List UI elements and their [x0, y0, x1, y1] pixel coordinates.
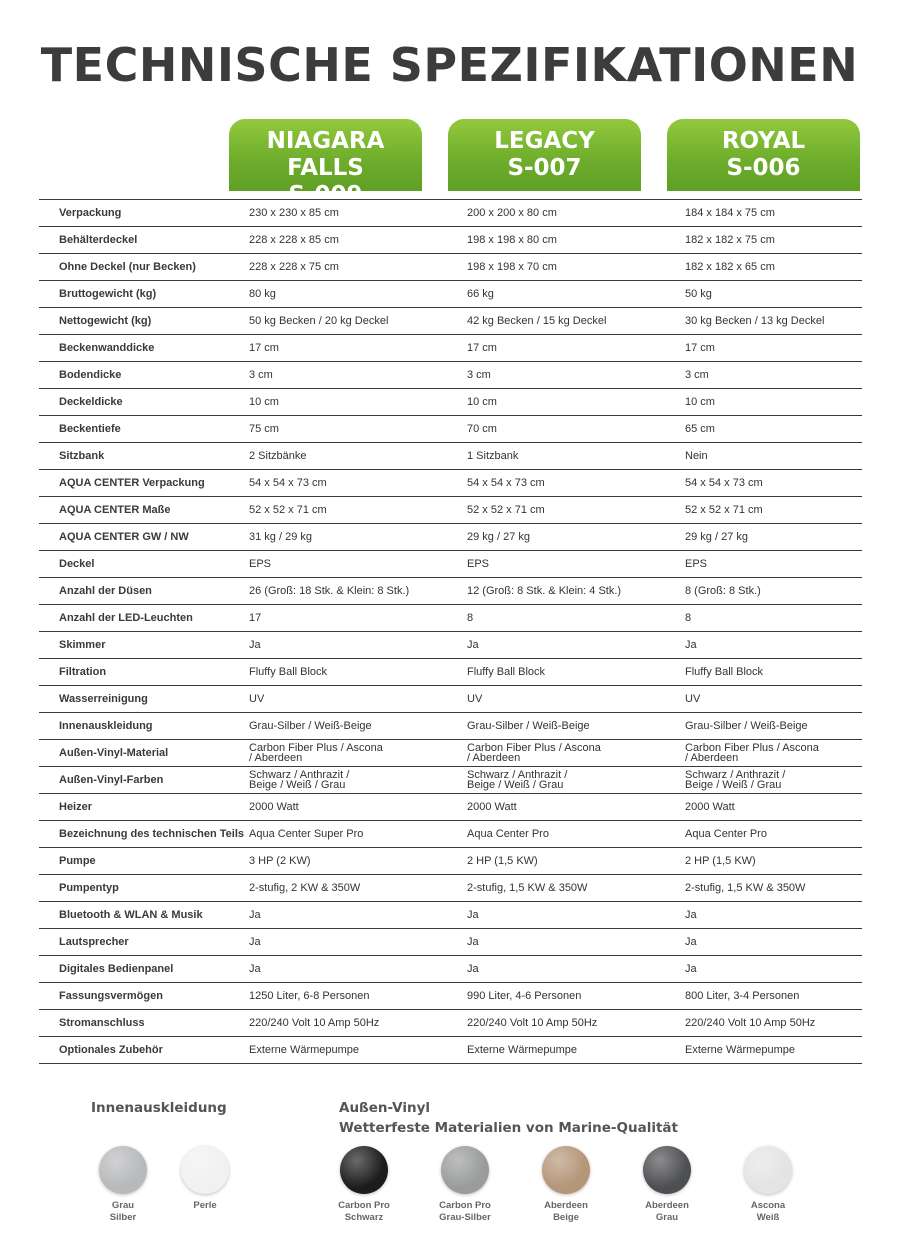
spec-value [467, 740, 685, 767]
swatch-label-line: Ascona [750, 1200, 786, 1211]
spec-value-line: Carbon Fiber Plus / Ascona [467, 741, 601, 754]
page-title: TECHNISCHE SPEZIFIKATIONEN [40, 38, 859, 92]
spec-value: Ja [685, 632, 862, 659]
spec-value: 75 cm [249, 416, 467, 443]
spec-label: Bruttogewicht (kg) [39, 281, 249, 308]
spec-value: Fluffy Ball Block [249, 659, 467, 686]
spec-value: 80 kg [249, 281, 467, 308]
table-row [39, 524, 862, 551]
table-row [39, 740, 862, 767]
model-header-legacy [448, 119, 641, 191]
spec-value: 228 x 228 x 75 cm [249, 254, 467, 281]
interior-swatch [181, 1146, 229, 1194]
spec-value: Ja [467, 956, 685, 983]
spec-label: Heizer [39, 794, 249, 821]
spec-value: 17 cm [249, 335, 467, 362]
spec-label: Innenauskleidung [39, 713, 249, 740]
spec-value: 70 cm [467, 416, 685, 443]
swatch-label-line: Weiß [756, 1212, 780, 1223]
spec-value: 990 Liter, 4-6 Personen [467, 983, 685, 1010]
spec-value: 2000 Watt [685, 794, 862, 821]
spec-value: 54 x 54 x 73 cm [249, 470, 467, 497]
table-row [39, 551, 862, 578]
exterior-swatch-label [314, 1200, 414, 1224]
spec-value: Ja [685, 929, 862, 956]
spec-value: 230 x 230 x 85 cm [249, 200, 467, 227]
table-row [39, 470, 862, 497]
exterior-section-title: Außen-Vinyl [339, 1100, 431, 1116]
spec-value: 54 x 54 x 73 cm [685, 470, 862, 497]
spec-value: Fluffy Ball Block [467, 659, 685, 686]
spec-value-line: Beige / Weiß / Grau [249, 779, 346, 791]
exterior-swatch [643, 1146, 691, 1194]
spec-value: 182 x 182 x 75 cm [685, 227, 862, 254]
spec-value: Fluffy Ball Block [685, 659, 862, 686]
table-row [39, 605, 862, 632]
spec-value: Ja [467, 929, 685, 956]
table-row [39, 983, 862, 1010]
spec-label: AQUA CENTER Verpackung [39, 470, 249, 497]
model-name: LEGACY [494, 128, 595, 154]
table-row [39, 902, 862, 929]
model-code: S-009 [288, 182, 363, 208]
spec-value: 30 kg Becken / 13 kg Deckel [685, 308, 862, 335]
spec-value: 52 x 52 x 71 cm [249, 497, 467, 524]
swatch-label-line: Schwarz [344, 1212, 384, 1223]
table-row [39, 389, 862, 416]
spec-value [685, 740, 862, 767]
exterior-swatch-label [718, 1200, 818, 1224]
spec-value: 8 [685, 605, 862, 632]
spec-value: 17 cm [685, 335, 862, 362]
spec-value: 17 cm [467, 335, 685, 362]
spec-value [467, 767, 685, 794]
spec-value-line: / Aberdeen [685, 752, 739, 764]
spec-value: 2000 Watt [249, 794, 467, 821]
exterior-swatch [542, 1146, 590, 1194]
swatch-label-line: Carbon Pro [439, 1200, 491, 1211]
table-row [39, 848, 862, 875]
spec-value [685, 767, 862, 794]
spec-value: 228 x 228 x 85 cm [249, 227, 467, 254]
spec-value: 220/240 Volt 10 Amp 50Hz [249, 1010, 467, 1037]
spec-value: 1250 Liter, 6-8 Personen [249, 983, 467, 1010]
spec-label: Bezeichnung des technischen Teils [39, 821, 249, 848]
spec-value-line: / Aberdeen [249, 752, 303, 764]
table-row [39, 497, 862, 524]
spec-value: Ja [467, 902, 685, 929]
spec-label: Anzahl der Düsen [39, 578, 249, 605]
spec-value: 54 x 54 x 73 cm [467, 470, 685, 497]
table-row [39, 686, 862, 713]
spec-value: 31 kg / 29 kg [249, 524, 467, 551]
spec-value: 10 cm [249, 389, 467, 416]
spec-value: 182 x 182 x 65 cm [685, 254, 862, 281]
spec-value: 184 x 184 x 75 cm [685, 200, 862, 227]
spec-value-line: Carbon Fiber Plus / Ascona [685, 741, 819, 754]
table-row [39, 416, 862, 443]
exterior-swatch [744, 1146, 792, 1194]
exterior-swatch-label [617, 1200, 717, 1224]
spec-value: 3 cm [685, 362, 862, 389]
spec-label: Wasserreinigung [39, 686, 249, 713]
swatch-label-line: Silber [109, 1212, 137, 1223]
spec-label: Außen-Vinyl-Farben [39, 767, 249, 794]
spec-label: Skimmer [39, 632, 249, 659]
spec-label: AQUA CENTER Maße [39, 497, 249, 524]
spec-value: 42 kg Becken / 15 kg Deckel [467, 308, 685, 335]
spec-label: Pumpentyp [39, 875, 249, 902]
spec-value: UV [467, 686, 685, 713]
spec-value: 17 [249, 605, 467, 632]
spec-value: 1 Sitzbank [467, 443, 685, 470]
spec-label: Optionales Zubehör [39, 1037, 249, 1064]
spec-value: Grau-Silber / Weiß-Beige [467, 713, 685, 740]
spec-value: Ja [685, 956, 862, 983]
model-code: S-006 [726, 155, 801, 181]
spec-label: Sitzbank [39, 443, 249, 470]
spec-value: Ja [249, 956, 467, 983]
table-row [39, 443, 862, 470]
spec-value: Ja [467, 632, 685, 659]
spec-value: Ja [685, 902, 862, 929]
model-name: NIAGARA FALLS [266, 128, 385, 181]
table-row [39, 821, 862, 848]
exterior-swatch [441, 1146, 489, 1194]
spec-value: Ja [249, 902, 467, 929]
table-row [39, 929, 862, 956]
spec-value: 66 kg [467, 281, 685, 308]
swatch-label-line: Beige [553, 1212, 579, 1223]
spec-value-line: Carbon Fiber Plus / Ascona [249, 741, 383, 754]
table-row [39, 362, 862, 389]
model-headers [229, 119, 862, 208]
exterior-swatch-label [516, 1200, 616, 1224]
spec-value: 220/240 Volt 10 Amp 50Hz [685, 1010, 862, 1037]
table-row [39, 200, 862, 227]
table-row [39, 713, 862, 740]
table-row [39, 956, 862, 983]
spec-label: Ohne Deckel (nur Becken) [39, 254, 249, 281]
spec-label: Beckentiefe [39, 416, 249, 443]
spec-label: Deckel [39, 551, 249, 578]
spec-label: Anzahl der LED-Leuchten [39, 605, 249, 632]
table-row [39, 227, 862, 254]
spec-label: Fassungsvermögen [39, 983, 249, 1010]
spec-value [249, 767, 467, 794]
spec-label: Pumpe [39, 848, 249, 875]
spec-label: Stromanschluss [39, 1010, 249, 1037]
spec-value: 200 x 200 x 80 cm [467, 200, 685, 227]
spec-value-line: Schwarz / Anthrazit / [685, 768, 786, 781]
table-row [39, 659, 862, 686]
spec-label: Lautsprecher [39, 929, 249, 956]
table-row [39, 1010, 862, 1037]
spec-value: 8 [467, 605, 685, 632]
spec-value: 2-stufig, 1,5 KW & 350W [685, 875, 862, 902]
spec-value: Grau-Silber / Weiß-Beige [685, 713, 862, 740]
spec-label: Deckeldicke [39, 389, 249, 416]
spec-value: Aqua Center Pro [685, 821, 862, 848]
spec-value: 2 HP (1,5 KW) [467, 848, 685, 875]
spec-value: EPS [685, 551, 862, 578]
spec-value: 800 Liter, 3-4 Personen [685, 983, 862, 1010]
swatch-label-line: Grau [655, 1212, 679, 1223]
spec-value: Nein [685, 443, 862, 470]
spec-value: 29 kg / 27 kg [467, 524, 685, 551]
spec-value-line: / Aberdeen [467, 752, 521, 764]
spec-label: AQUA CENTER GW / NW [39, 524, 249, 551]
spec-value: 65 cm [685, 416, 862, 443]
interior-swatch [99, 1146, 147, 1194]
table-row [39, 281, 862, 308]
spec-value: Ja [249, 929, 467, 956]
spec-value [249, 740, 467, 767]
spec-value: EPS [249, 551, 467, 578]
exterior-swatch-label [415, 1200, 515, 1224]
spec-value-line: Beige / Weiß / Grau [685, 779, 782, 791]
spec-value-line: Schwarz / Anthrazit / [249, 768, 350, 781]
spec-value: 198 x 198 x 80 cm [467, 227, 685, 254]
interior-swatch-label [155, 1200, 255, 1212]
spec-label: Nettogewicht (kg) [39, 308, 249, 335]
spec-table [39, 199, 862, 1064]
spec-label: Verpackung [39, 200, 249, 227]
spec-value: 3 cm [249, 362, 467, 389]
spec-value: 2 Sitzbänke [249, 443, 467, 470]
exterior-section-subtitle: Wetterfeste Materialien von Marine-Qualität [339, 1120, 678, 1136]
spec-value: Externe Wärmepumpe [249, 1037, 467, 1064]
spec-value: Externe Wärmepumpe [467, 1037, 685, 1064]
swatch-label-line: Aberdeen [544, 1200, 588, 1211]
exterior-swatch [340, 1146, 388, 1194]
spec-value: 2-stufig, 2 KW & 350W [249, 875, 467, 902]
spec-label: Außen-Vinyl-Material [39, 740, 249, 767]
table-row [39, 794, 862, 821]
spec-value: 26 (Groß: 18 Stk. & Klein: 8 Stk.) [249, 578, 467, 605]
table-row [39, 578, 862, 605]
spec-value: UV [249, 686, 467, 713]
spec-value: 52 x 52 x 71 cm [685, 497, 862, 524]
spec-value: Aqua Center Pro [467, 821, 685, 848]
model-header-royal [667, 119, 860, 191]
spec-value: 198 x 198 x 70 cm [467, 254, 685, 281]
spec-value: 50 kg [685, 281, 862, 308]
spec-value: Ja [249, 632, 467, 659]
interior-section-title: Innenauskleidung [91, 1100, 227, 1116]
spec-value: 2000 Watt [467, 794, 685, 821]
table-row [39, 335, 862, 362]
swatch-label-line: Grau [111, 1200, 135, 1211]
spec-label: Bluetooth & WLAN & Musik [39, 902, 249, 929]
spec-label: Behälterdeckel [39, 227, 249, 254]
spec-value: 12 (Groß: 8 Stk. & Klein: 4 Stk.) [467, 578, 685, 605]
spec-value: 2 HP (1,5 KW) [685, 848, 862, 875]
spec-value: 50 kg Becken / 20 kg Deckel [249, 308, 467, 335]
swatch-label-line: Grau-Silber [439, 1212, 491, 1223]
spec-label: Beckenwanddicke [39, 335, 249, 362]
spec-value: Grau-Silber / Weiß-Beige [249, 713, 467, 740]
model-name: ROYAL [721, 128, 806, 154]
spec-value: UV [685, 686, 862, 713]
spec-value: 3 cm [467, 362, 685, 389]
spec-value: 3 HP (2 KW) [249, 848, 467, 875]
table-row [39, 1037, 862, 1064]
spec-value-line: Schwarz / Anthrazit / [467, 768, 568, 781]
spec-value: 8 (Groß: 8 Stk.) [685, 578, 862, 605]
table-row [39, 254, 862, 281]
spec-value: 52 x 52 x 71 cm [467, 497, 685, 524]
swatch-label-line: Carbon Pro [338, 1200, 390, 1211]
table-row [39, 767, 862, 794]
table-row [39, 632, 862, 659]
spec-value: Aqua Center Super Pro [249, 821, 467, 848]
swatch-label-line: Perle [193, 1200, 217, 1211]
spec-value: 10 cm [685, 389, 862, 416]
model-header-niagara-falls [229, 119, 422, 208]
table-row [39, 308, 862, 335]
spec-value: 10 cm [467, 389, 685, 416]
spec-value: 29 kg / 27 kg [685, 524, 862, 551]
model-code: S-007 [507, 155, 582, 181]
spec-label: Filtration [39, 659, 249, 686]
spec-value: Externe Wärmepumpe [685, 1037, 862, 1064]
spec-value: 220/240 Volt 10 Amp 50Hz [467, 1010, 685, 1037]
swatch-label-line: Aberdeen [645, 1200, 689, 1211]
spec-table-body [39, 200, 862, 1064]
spec-value-line: Beige / Weiß / Grau [467, 779, 564, 791]
spec-label: Bodendicke [39, 362, 249, 389]
spec-value: 2-stufig, 1,5 KW & 350W [467, 875, 685, 902]
table-row [39, 875, 862, 902]
spec-value: EPS [467, 551, 685, 578]
spec-label: Digitales Bedienpanel [39, 956, 249, 983]
